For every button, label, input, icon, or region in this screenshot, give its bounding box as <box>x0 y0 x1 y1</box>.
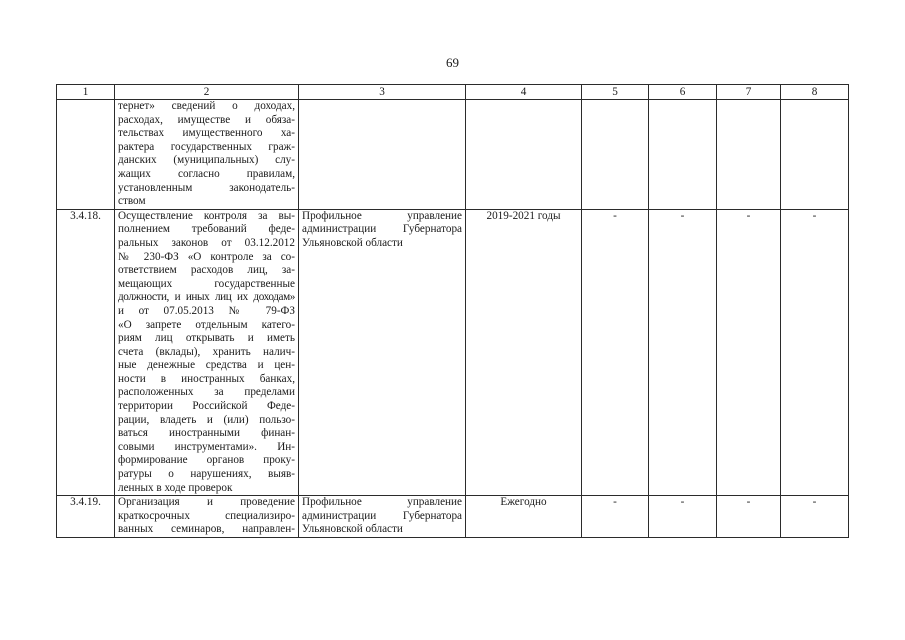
description-line: ством <box>118 195 146 208</box>
description-line: территории Российской Феде- <box>118 400 295 413</box>
header-col-3: 3 <box>299 85 466 100</box>
description-line: формирование органов проку- <box>118 454 295 467</box>
description-line: тернет» сведений о доходах, <box>118 100 295 112</box>
row-col-7: - <box>717 496 781 538</box>
description-line: Осуществление контроля за вы- <box>118 209 295 222</box>
description-line: тельствах имущественного ха- <box>118 127 295 140</box>
row-col-7 <box>717 100 781 210</box>
description-line: ответствием расходов лиц, за- <box>118 264 295 277</box>
description-line: ности в иностранных банках, <box>118 372 295 385</box>
row-col-6 <box>649 100 717 210</box>
row-col-6: - <box>649 496 717 538</box>
description-line: счета (вклады), хранить налич- <box>118 345 295 358</box>
description-line: риям лиц открывать и иметь <box>118 332 295 345</box>
description-line: ные денежные средства и цен- <box>118 359 295 372</box>
row-description <box>115 100 299 210</box>
plan-table <box>56 84 849 538</box>
row-col-5: - <box>582 496 649 538</box>
description-line: расположенных за пределами <box>118 386 295 399</box>
description-line: мещающих государственные <box>118 277 295 290</box>
row-term: Ежегодно <box>466 496 582 538</box>
description-line: ленных в ходе проверок <box>118 481 233 494</box>
row-col-6: - <box>649 209 717 495</box>
description-line: «О запрете отдельным катего- <box>118 318 295 331</box>
header-row <box>57 85 849 100</box>
row-responsible <box>299 100 466 210</box>
description-line: ванных семинаров, направлен- <box>118 523 295 536</box>
row-col-8 <box>781 100 849 210</box>
row-term: 2019-2021 годы <box>466 209 582 495</box>
page-number: 69 <box>446 55 459 70</box>
description-line: совыми инструментами». Ин- <box>118 440 295 453</box>
row-col-8: - <box>781 209 849 495</box>
description-line: краткосрочных специализиро- <box>118 509 295 522</box>
table-row <box>57 100 849 210</box>
description-line: Организация и проведение <box>118 496 295 509</box>
description-line: должности, и иных лиц их доходам» <box>118 291 295 304</box>
description-line: ральных законов от 03.12.2012 <box>118 236 295 249</box>
header-col-8: 8 <box>781 85 849 100</box>
description-line: установленным законодатель- <box>118 181 295 194</box>
header-col-7: 7 <box>717 85 781 100</box>
description-line: рации, владеть и (или) пользо- <box>118 413 295 426</box>
description-line: ваться иностранными финан- <box>118 427 295 440</box>
table-row <box>57 496 849 538</box>
row-responsible: Профильное управление администрации Губернатора Ульяновской области <box>299 496 466 538</box>
header-col-6: 6 <box>649 85 717 100</box>
row-col-5: - <box>582 209 649 495</box>
header-col-2: 2 <box>115 85 299 100</box>
row-col-7: - <box>717 209 781 495</box>
description-line: расходах, имуществе и обяза- <box>118 113 295 126</box>
table-row <box>57 209 849 495</box>
row-col-5 <box>582 100 649 210</box>
row-number <box>57 100 115 210</box>
row-number: 3.4.19. <box>57 496 115 538</box>
row-col-8: - <box>781 496 849 538</box>
header-col-1: 1 <box>57 85 115 100</box>
description-line: полнением требований феде- <box>118 223 295 236</box>
row-term <box>466 100 582 210</box>
row-description <box>115 209 299 495</box>
row-description <box>115 496 299 538</box>
description-line: жащих согласно правилам, <box>118 167 295 180</box>
description-line: данских (муниципальных) слу- <box>118 154 295 167</box>
row-number: 3.4.18. <box>57 209 115 495</box>
description-line: и от 07.05.2013 № 79-ФЗ <box>118 304 295 317</box>
header-col-5: 5 <box>582 85 649 100</box>
row-responsible: Профильное управление администрации Губернатора Ульяновской области <box>299 209 466 495</box>
description-line: рактера государственных граж- <box>118 140 295 153</box>
description-line: ратуры о нарушениях, выяв- <box>118 468 295 481</box>
description-line: № 230-ФЗ «О контроле за со- <box>118 250 295 263</box>
header-col-4: 4 <box>466 85 582 100</box>
